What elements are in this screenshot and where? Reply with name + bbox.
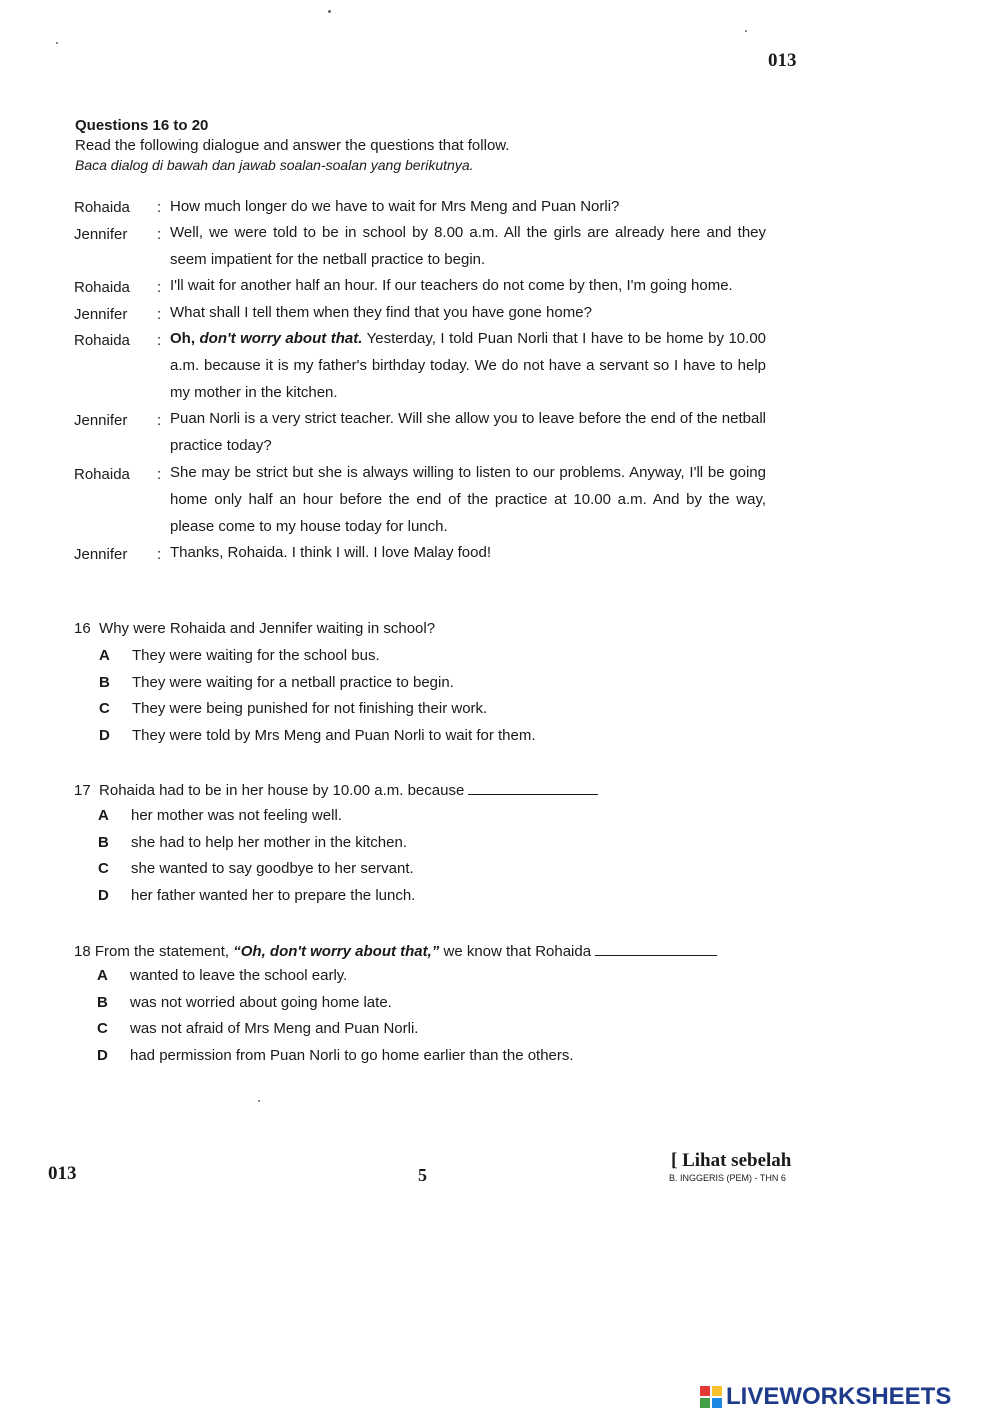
answer-blank[interactable] [595, 941, 717, 956]
dialogue-colon: : [157, 412, 162, 429]
question-stem [74, 780, 598, 799]
liveworksheets-wordmark: LIVEWORKSHEETS [726, 1383, 952, 1410]
logo-square [700, 1386, 710, 1396]
option-letter: B [98, 834, 109, 851]
dialogue-line: Thanks, Rohaida. I think I will. I love Malay food! [170, 544, 491, 561]
dialogue-line: How much longer do we have to wait for Mrs Meng and Puan Norli? [170, 198, 620, 215]
option-letter: D [98, 887, 109, 904]
option-letter: A [99, 647, 110, 664]
option-text[interactable]: They were told by Mrs Meng and Puan Norli to wait for them. [132, 727, 536, 744]
question-text-suffix: we know that Rohaida [439, 943, 592, 960]
option-text[interactable]: her father wanted her to prepare the lunch. [131, 887, 416, 904]
dialogue-speaker: Rohaida [74, 466, 130, 483]
dialogue-line: Puan Norli is a very strict teacher. Will she allow you to leave before the end of the netball practice today? [170, 410, 766, 454]
option-text[interactable]: wanted to leave the school early. [130, 967, 348, 984]
dialogue-colon: : [157, 546, 162, 563]
option-letter: C [97, 1020, 108, 1037]
dialogue-line: Well, we were told to be in school by 8.00 a.m. All the girls are already here and they seem impatient for the netball practice to begin. [170, 224, 766, 268]
dialogue-speaker: Rohaida [74, 279, 130, 296]
dialogue-colon: : [157, 226, 162, 243]
question-text: Rohaida had to be in her house by 10.00 a.m. because [99, 782, 465, 799]
instruction-malay: Baca dialog di bawah dan jawab soalan-soalan yang berikutnya. [75, 157, 474, 173]
dialogue-line-rest: Yesterday, I told Puan Norli that I have to be home by 10.00 a.m. because it is my father's birthday today. We do not have a servant so I have to help my mother in the kitchen. [170, 330, 767, 401]
question-text-prefix: From the statement, [94, 943, 234, 960]
answer-blank[interactable] [468, 780, 598, 795]
dialogue-speaker: Jennifer [74, 546, 128, 563]
liveworksheets-logo-icon [700, 1386, 722, 1408]
dialogue-line: I'll wait for another half an hour. If our teachers do not come by then, I'm going home. [170, 277, 733, 294]
option-letter: B [97, 994, 108, 1011]
option-letter: D [97, 1047, 108, 1064]
question-text: Why were Rohaida and Jennifer waiting in school? [99, 620, 436, 637]
question-number: 17 [74, 782, 91, 799]
dialogue-speaker: Rohaida [74, 332, 130, 349]
question-number: 18 [74, 943, 91, 960]
liveworksheets-logo[interactable] [700, 1384, 951, 1410]
next-page-note: [ Lihat sebelah [671, 1150, 792, 1171]
quoted-statement: “Oh, don't worry about that,” [233, 943, 440, 960]
logo-square [712, 1398, 722, 1408]
option-text[interactable]: They were waiting for the school bus. [132, 647, 380, 664]
dialogue-colon: : [157, 466, 162, 483]
scan-speck [745, 30, 747, 32]
option-letter: D [99, 727, 110, 744]
dialogue-colon: : [157, 199, 162, 216]
dialogue-colon: : [157, 306, 162, 323]
page-number: 5 [418, 1165, 427, 1185]
dialogue-line: She may be strict but she is always willing to listen to our problems. Anyway, I'll be going home only half an hour before the end of the practice at 10.00 a.m. And by the way, please come to my house today for lunch. [170, 464, 766, 535]
option-letter: A [98, 807, 109, 824]
question-stem [74, 620, 435, 637]
instruction-english: Read the following dialogue and answer the questions that follow. [75, 137, 510, 154]
dialogue-line [170, 325, 766, 406]
dialogue-colon: : [157, 332, 162, 349]
option-text[interactable]: had permission from Puan Norli to go home earlier than the others. [130, 1047, 574, 1064]
question-stem [74, 941, 717, 960]
dialogue-speaker: Rohaida [74, 199, 130, 216]
option-text[interactable]: she wanted to say goodbye to her servant. [131, 860, 414, 877]
logo-square [712, 1386, 722, 1396]
option-text[interactable]: she had to help her mother in the kitchen. [131, 834, 408, 851]
dialogue-colon: : [157, 279, 162, 296]
dialogue-line: What shall I tell them when they find that you have gone home? [170, 304, 592, 321]
dialogue-speaker: Jennifer [74, 412, 128, 429]
scan-speck [328, 10, 331, 13]
dialogue-speaker: Jennifer [74, 226, 128, 243]
bold-prefix: Oh, [170, 330, 200, 347]
scan-speck [56, 42, 58, 44]
option-letter: A [97, 967, 108, 984]
option-letter: C [98, 860, 109, 877]
option-letter: C [99, 700, 110, 717]
question-number: 16 [74, 620, 91, 637]
option-text[interactable]: They were being punished for not finishing their work. [132, 700, 488, 717]
logo-square [700, 1398, 710, 1408]
section-heading: Questions 16 to 20 [75, 117, 209, 134]
dialogue-speaker: Jennifer [74, 306, 128, 323]
paper-code-top: 013 [768, 50, 797, 71]
scan-speck [258, 1100, 260, 1102]
option-text[interactable]: was not worried about going home late. [130, 994, 392, 1011]
subject-label: B. INGGERIS (PEM) - THN 6 [669, 1173, 786, 1183]
option-text[interactable]: was not afraid of Mrs Meng and Puan Norli. [130, 1020, 419, 1037]
option-text[interactable]: They were waiting for a netball practice to begin. [132, 674, 454, 691]
bold-italic-phrase: don't worry about that. [199, 330, 363, 347]
option-letter: B [99, 674, 110, 691]
option-text[interactable]: her mother was not feeling well. [131, 807, 342, 824]
paper-code-footer: 013 [48, 1163, 77, 1184]
